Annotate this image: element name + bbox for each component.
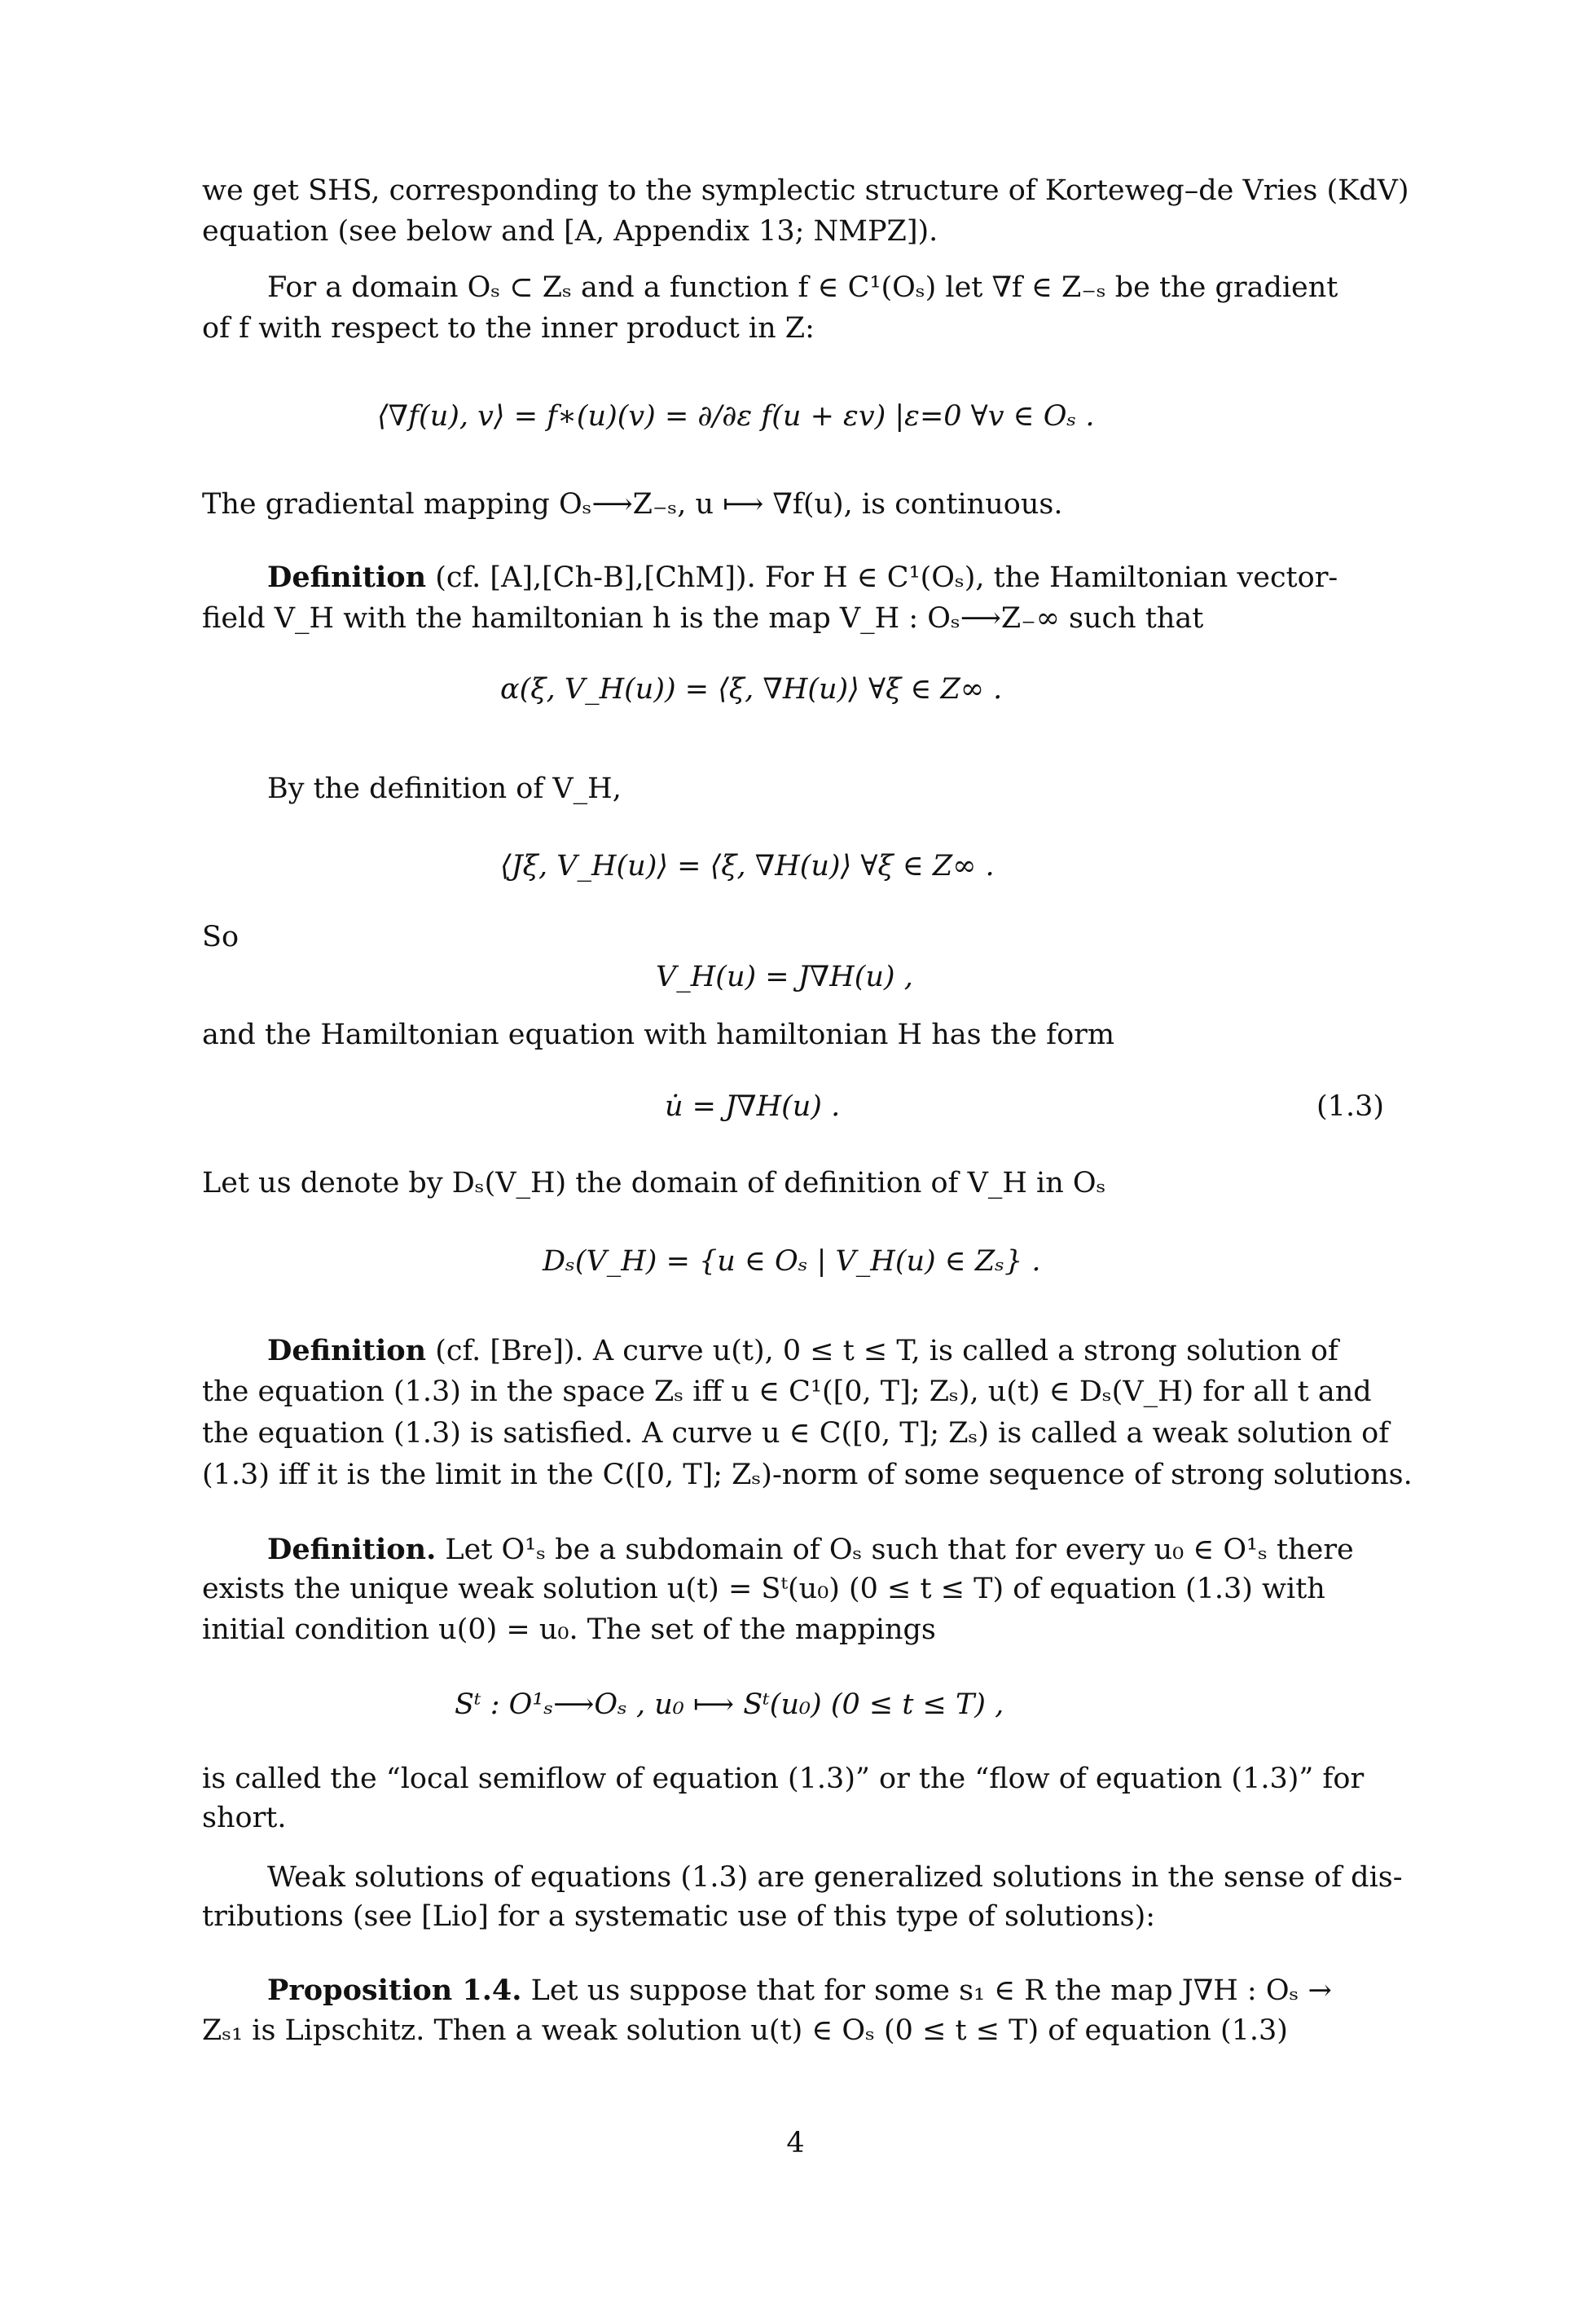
- definition-paragraph: [267, 560, 1338, 596]
- text-line: So: [202, 921, 240, 953]
- equation-domain: Dₛ(V_H) = {u ∈ Oₛ | V_H(u) ∈ Zₛ} .: [543, 1245, 1041, 1278]
- equation-flow: Sᵗ : O¹ₛ⟶Oₛ , u₀ ⟼ Sᵗ(u₀) (0 ≤ t ≤ T) ,: [455, 1688, 1004, 1721]
- equation-vh: V_H(u) = J∇H(u) ,: [656, 961, 913, 993]
- text-line: is called the “local semiflow of equation (1.3)” or the “flow of equation (1.3)” for: [202, 1763, 1365, 1795]
- page-number: 4: [786, 2127, 805, 2159]
- proposition-heading: Proposition 1.4.: [267, 1974, 522, 2007]
- text-line: The gradiental mapping Oₛ⟶Z₋ₛ, u ⟼ ∇f(u), is continuous.: [202, 488, 1063, 521]
- text-line: short.: [202, 1802, 287, 1834]
- text-line: Let us denote by Dₛ(V_H) the domain of definition of V_H in Oₛ: [202, 1167, 1106, 1199]
- text-line: tributions (see [Lio] for a systematic use of this type of solutions):: [202, 1900, 1156, 1933]
- text-line: By the definition of V_H,: [267, 772, 622, 805]
- definition-text: (cf. [Bre]). A curve u(t), 0 ≤ t ≤ T, is called a strong solution of: [435, 1335, 1338, 1367]
- equation-number: (1.3): [1316, 1090, 1384, 1123]
- proposition-paragraph: [267, 1973, 1332, 2009]
- definition-paragraph: [267, 1532, 1354, 1568]
- definition-text: Let O¹ₛ be a subdomain of Oₛ such that for every u₀ ∈ O¹ₛ there: [445, 1534, 1354, 1566]
- text-line: we get SHS, corresponding to the symplectic structure of Korteweg–de Vries (KdV): [202, 174, 1409, 207]
- text-line: exists the unique weak solution u(t) = Sᵗ(u₀) (0 ≤ t ≤ T) of equation (1.3) with: [202, 1573, 1325, 1605]
- text-line: of f with respect to the inner product in Z:: [202, 312, 815, 345]
- definition-text: (cf. [A],[Ch-B],[ChM]). For H ∈ C¹(Oₛ), the Hamiltonian vector-: [435, 561, 1338, 594]
- equation-gradient: ⟨∇f(u), v⟩ = f∗(u)(v) = ∂/∂ε f(u + εv) |ε=0 ∀v ∈ Oₛ .: [377, 400, 1095, 433]
- text-line: For a domain Oₛ ⊂ Zₛ and a function f ∈ C¹(Oₛ) let ∇f ∈ Z₋ₛ be the gradient: [267, 271, 1338, 304]
- equation-j: ⟨Jξ, V_H(u)⟩ = ⟨ξ, ∇H(u)⟩ ∀ξ ∈ Z∞ .: [500, 850, 995, 883]
- definition-paragraph: [267, 1333, 1338, 1369]
- equation-1-3: u̇ = J∇H(u) .: [665, 1090, 841, 1123]
- text-line: Weak solutions of equations (1.3) are generalized solutions in the sense of dis-: [267, 1861, 1403, 1894]
- text-line: field V_H with the hamiltonian h is the map V_H : Oₛ⟶Z₋∞ such that: [202, 602, 1204, 635]
- text-line: the equation (1.3) is satisfied. A curve u ∈ C([0, T]; Zₛ) is called a weak solution of: [202, 1417, 1390, 1450]
- text-line: (1.3) iff it is the limit in the C([0, T]; Zₛ)-norm of some sequence of strong solutions.: [202, 1459, 1413, 1491]
- proposition-text: Let us suppose that for some s₁ ∈ R the map J∇H : Oₛ →: [530, 1974, 1332, 2007]
- text-line: the equation (1.3) in the space Zₛ iff u ∈ C¹([0, T]; Zₛ), u(t) ∈ Dₛ(V_H) for all t and: [202, 1375, 1372, 1408]
- equation-alpha: α(ξ, V_H(u)) = ⟨ξ, ∇H(u)⟩ ∀ξ ∈ Z∞ .: [500, 673, 1003, 706]
- text-line: and the Hamiltonian equation with hamiltonian H has the form: [202, 1019, 1115, 1051]
- definition-heading: Definition: [267, 561, 427, 594]
- text-line: initial condition u(0) = u₀. The set of the mappings: [202, 1613, 936, 1646]
- definition-heading: Definition.: [267, 1533, 437, 1566]
- text-line: equation (see below and [A, Appendix 13; NMPZ]).: [202, 215, 938, 248]
- definition-heading: Definition: [267, 1334, 427, 1367]
- text-line: Zₛ₁ is Lipschitz. Then a weak solution u(t) ∈ Oₛ (0 ≤ t ≤ T) of equation (1.3): [202, 2014, 1288, 2047]
